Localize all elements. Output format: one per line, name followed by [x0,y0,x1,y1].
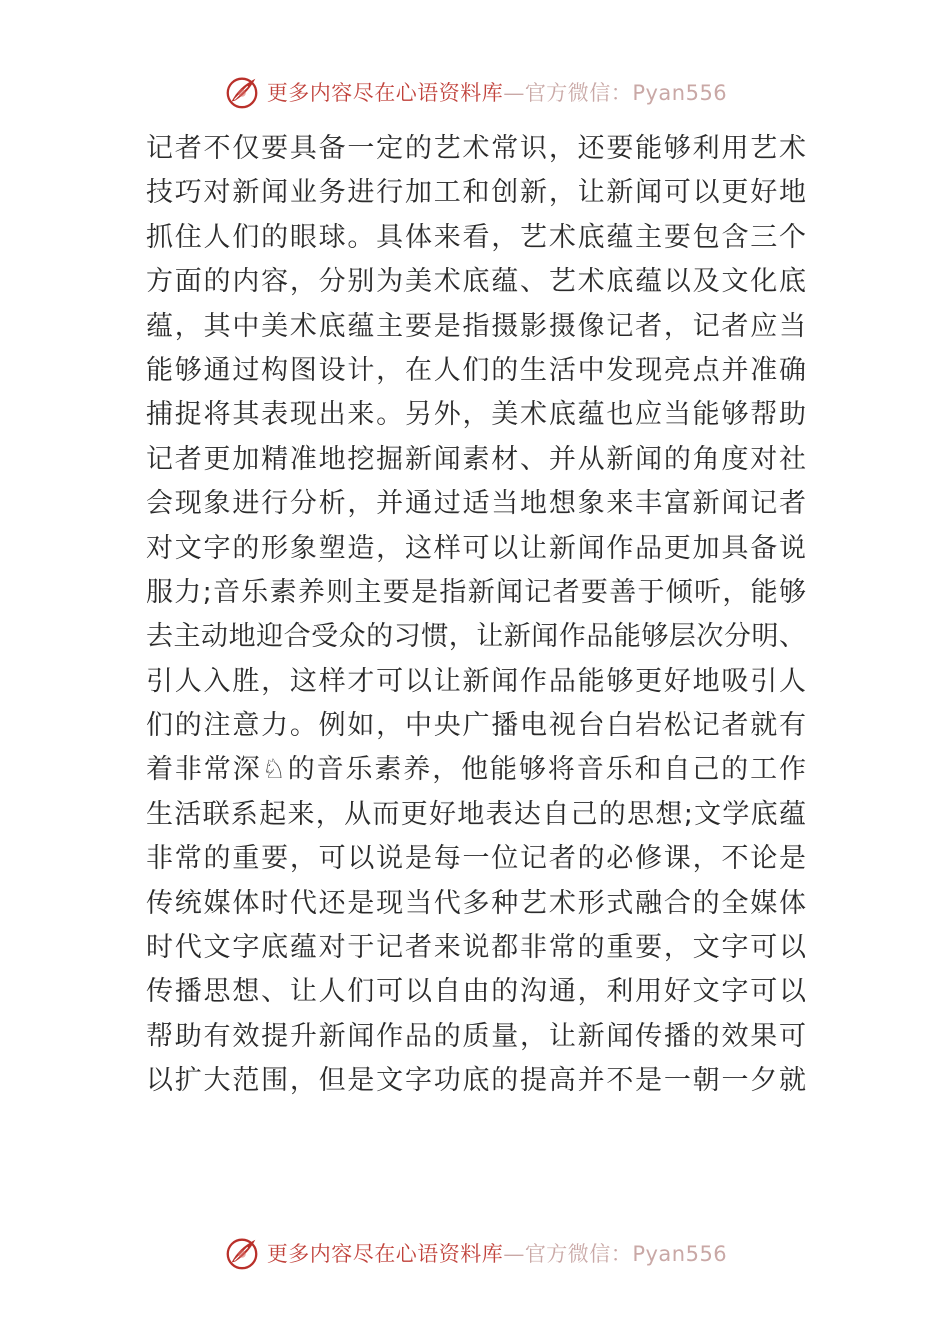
text-line: 捕捉将其表现出来。另外，美术底蕴也应当能够帮助 [146,399,806,431]
text-line: 以扩大范围，但是文字功底的提高并不是一朝一夕就 [146,1065,806,1097]
text-line: 帮助有效提升新闻作品的质量，让新闻传播的效果可 [146,1020,806,1052]
text-line: 方面的内容，分别为美术底蕴、艺术底蕴以及文化底 [146,266,806,298]
text-line: 蕴，其中美术底蕴主要是指摄影摄像记者，记者应当 [146,310,806,342]
footer-site-name: 更多内容尽在心语资料库 [266,1242,504,1266]
footer-separator: — [503,1242,525,1266]
text-line: 去主动地迎合受众的习惯，让新闻作品能够层次分明、 [146,621,806,653]
footer-banner-text [267,1238,727,1268]
text-line: 传统媒体时代还是现当代多种艺术形式融合的全媒体 [146,887,806,919]
text-line: 生活联系起来，从而更好地表达自己的思想;文学底蕴 [146,798,806,830]
quill-emblem-icon [223,1234,261,1272]
document-body [146,127,806,1104]
text-line: 抓住人们的眼球。具体来看，艺术底蕴主要包含三个 [146,221,806,253]
text-line: 引人入胜，这样才可以让新闻作品能够更好地吸引人 [146,665,806,697]
footer-banner-inner [223,1234,727,1272]
text-line: 能够通过构图设计，在人们的生活中发现亮点并准确 [146,354,806,386]
header-wechat-label: 官方微信： [524,81,633,105]
text-line: 对文字的形象塑造，这样可以让新闻作品更加具备说 [146,532,806,564]
header-banner [0,70,950,114]
text-line: 会现象进行分析，并通过适当地想象来丰富新闻记者 [146,488,806,520]
header-banner-text [267,77,727,107]
header-banner-inner [223,73,727,111]
quill-emblem-icon [223,73,261,111]
text-line: 非常的重要，可以说是每一位记者的必修课，不论是 [146,843,806,875]
header-wechat-id: Pyan556 [632,81,728,105]
text-line: 时代文字底蕴对于记者来说都非常的重要，文字可以 [146,932,806,964]
text-line: 技巧对新闻业务进行加工和创新，让新闻可以更好地 [146,177,806,209]
text-line: 传播思想、让人们可以自由的沟通，利用好文字可以 [146,976,806,1008]
header-separator: — [503,81,525,105]
footer-wechat-id: Pyan556 [632,1242,728,1266]
text-line: 服力;音乐素养则主要是指新闻记者要善于倾听，能够 [146,576,806,608]
text-line: 们的注意力。例如，中央广播电视台白岩松记者就有 [146,710,806,742]
text-line: 着非常深♘的音乐素养，他能够将音乐和自己的工作 [146,754,806,786]
footer-banner [0,1231,950,1275]
text-line: 记者更加精准地挖掘新闻素材、并从新闻的角度对社 [146,443,806,475]
footer-wechat-label: 官方微信： [524,1242,633,1266]
text-line: 记者不仅要具备一定的艺术常识，还要能够利用艺术 [146,133,806,164]
header-site-name: 更多内容尽在心语资料库 [266,81,504,105]
